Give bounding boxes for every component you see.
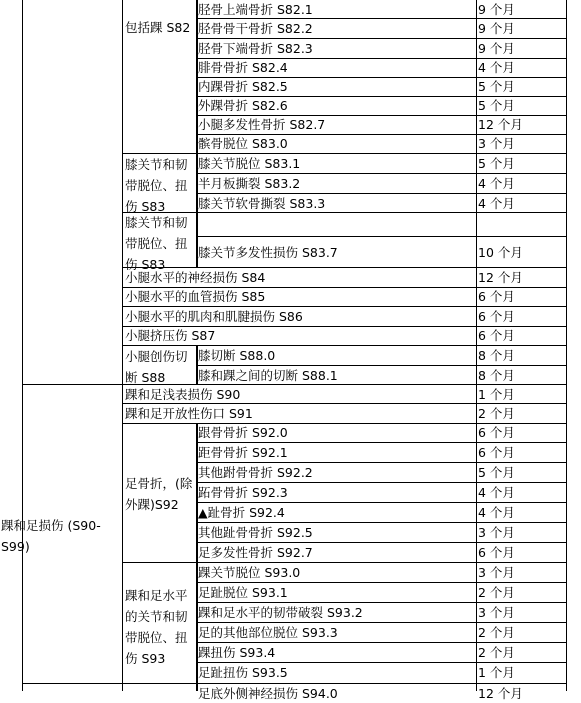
duration: 9 个月	[478, 21, 515, 36]
duration: 5 个月	[478, 156, 515, 171]
subgroup-label: 踝和足水平的关节和韧带脱位、扭伤 S93	[125, 588, 188, 666]
duration: 3 个月	[478, 565, 515, 580]
injury-name: 足趾脱位 S93.1	[198, 585, 288, 600]
duration: 4 个月	[478, 196, 515, 211]
injury-name: 膝和踝之间的切断 S88.1	[198, 368, 338, 383]
duration: 6 个月	[478, 328, 515, 343]
duration: 4 个月	[478, 60, 515, 75]
subgroup-label: 踝和足浅表损伤 S90	[125, 387, 241, 402]
subgroup-label: 小腿创伤切断 S88	[125, 349, 188, 385]
duration: 3 个月	[478, 136, 515, 151]
injury-name: 足多发性骨折 S92.7	[198, 545, 313, 560]
injury-name: 髌骨脱位 S83.0	[198, 136, 288, 151]
duration: 10 个月	[478, 245, 523, 260]
subgroup-label: 小腿水平的肌肉和肌腱损伤 S86	[125, 309, 303, 324]
subgroup-label: 踝和足开放性伤口 S91	[125, 406, 253, 421]
subgroup-label: 膝关节和韧带脱位、扭伤 S83	[125, 215, 188, 272]
subgroup-label: 包括踝 S82	[125, 20, 191, 35]
injury-name: 膝关节软骨撕裂 S83.3	[198, 196, 326, 211]
injury-name: 胫骨上端骨折 S82.1	[198, 2, 313, 17]
duration: 4 个月	[478, 505, 515, 520]
injury-name: 跖骨骨折 S92.3	[198, 485, 288, 500]
duration: 6 个月	[478, 445, 515, 460]
duration: 4 个月	[478, 485, 515, 500]
injury-name: 足趾扭伤 S93.5	[198, 665, 288, 680]
injury-name: 膝切断 S88.0	[198, 348, 276, 363]
duration: 2 个月	[478, 585, 515, 600]
category-label: 踝和足损伤 (S90-S99)	[1, 518, 101, 554]
duration: 8 个月	[478, 348, 515, 363]
injury-name: 半月板撕裂 S83.2	[198, 176, 301, 191]
injury-name: 膝关节多发性损伤 S83.7	[198, 245, 338, 260]
duration: 3 个月	[478, 525, 515, 540]
duration: 1 个月	[478, 665, 515, 680]
duration: 6 个月	[478, 309, 515, 324]
injury-name: ▲趾骨折 S92.4	[198, 505, 285, 520]
injury-name: 距骨骨折 S92.1	[198, 445, 288, 460]
injury-name: 踝关节脱位 S93.0	[198, 565, 301, 580]
duration: 4 个月	[478, 176, 515, 191]
duration: 8 个月	[478, 368, 515, 383]
duration: 5 个月	[478, 79, 515, 94]
duration: 9 个月	[478, 41, 515, 56]
duration: 12 个月	[478, 270, 523, 285]
injury-name: 踝扭伤 S93.4	[198, 645, 276, 660]
injury-name: 膝关节脱位 S83.1	[198, 156, 301, 171]
subgroup-label: 小腿水平的血管损伤 S85	[125, 289, 266, 304]
injury-name: 胫骨骨干骨折 S82.2	[198, 21, 313, 36]
injury-name: 胫骨下端骨折 S82.3	[198, 41, 313, 56]
subgroup-label: 足骨折，(除外踝)S92	[125, 476, 193, 512]
duration: 2 个月	[478, 406, 515, 421]
duration: 2 个月	[478, 625, 515, 640]
duration: 6 个月	[478, 425, 515, 440]
duration: 12 个月	[478, 686, 523, 701]
duration: 6 个月	[478, 289, 515, 304]
subgroup-label: 膝关节和韧带脱位、扭伤 S83	[125, 157, 188, 214]
injury-name: 小腿多发性骨折 S82.7	[198, 117, 326, 132]
injury-name: 足底外侧神经损伤 S94.0	[198, 686, 338, 701]
injury-name: 跟骨骨折 S92.0	[198, 425, 288, 440]
injury-name: 其他趾骨骨折 S92.5	[198, 525, 313, 540]
duration: 5 个月	[478, 465, 515, 480]
duration: 6 个月	[478, 545, 515, 560]
injury-name: 外踝骨折 S82.6	[198, 98, 288, 113]
duration: 9 个月	[478, 2, 515, 17]
duration: 2 个月	[478, 645, 515, 660]
injury-name: 踝和足水平的韧带破裂 S93.2	[198, 605, 363, 620]
subgroup-label: 小腿水平的神经损伤 S84	[125, 270, 266, 285]
duration: 1 个月	[478, 387, 515, 402]
injury-name: 其他跗骨骨折 S92.2	[198, 465, 313, 480]
duration: 12 个月	[478, 117, 523, 132]
injury-name: 足的其他部位脱位 S93.3	[198, 625, 338, 640]
duration: 3 个月	[478, 605, 515, 620]
duration: 5 个月	[478, 98, 515, 113]
injury-name: 腓骨骨折 S82.4	[198, 60, 288, 75]
injury-name: 内踝骨折 S82.5	[198, 79, 288, 94]
subgroup-label: 小腿挤压伤 S87	[125, 328, 216, 343]
